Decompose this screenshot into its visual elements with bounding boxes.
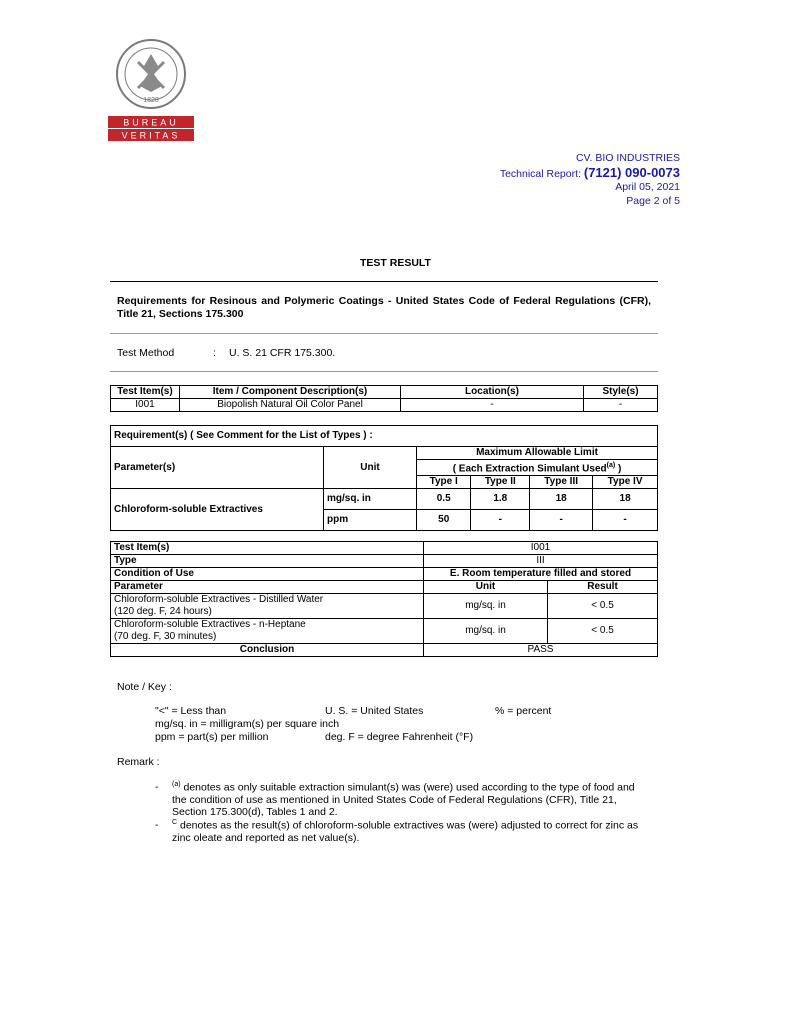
remark-item bbox=[172, 817, 652, 844]
report-date: April 05, 2021 bbox=[615, 181, 680, 193]
result-table bbox=[110, 541, 658, 657]
parameter-name bbox=[111, 619, 424, 644]
col-header: Style(s) bbox=[584, 386, 658, 399]
bureau-veritas-logo bbox=[108, 36, 194, 142]
parameter-label: Parameter bbox=[111, 581, 424, 594]
note-key: "<" = Less than bbox=[155, 705, 227, 717]
company-name: CV. BIO INDUSTRIES bbox=[575, 152, 680, 164]
divider bbox=[110, 371, 658, 372]
item-label: Test Item(s) bbox=[111, 542, 424, 555]
table-cell: Biopolish Natural Oil Color Panel bbox=[180, 399, 401, 412]
note-key: ppm = part(s) per million bbox=[155, 731, 269, 743]
limit-value: 1.8 bbox=[471, 489, 530, 510]
unit-cell: mg/sq. in bbox=[424, 594, 548, 619]
remark-bullet: - bbox=[155, 819, 159, 831]
limit-value: - bbox=[593, 510, 658, 531]
table-row bbox=[111, 619, 658, 644]
remark-item bbox=[172, 779, 652, 818]
type-header: Type III bbox=[530, 476, 593, 489]
table-cell: - bbox=[401, 399, 584, 412]
test-method-sep: : bbox=[213, 347, 216, 359]
note-key: U. S. = United States bbox=[325, 705, 424, 717]
report-number: (7121) 090-0073 bbox=[583, 164, 680, 180]
limit-header-2 bbox=[417, 460, 658, 476]
limit-header-line1: Maximum Allowable Limit bbox=[476, 447, 598, 458]
remark-sup: (a) bbox=[172, 781, 181, 788]
logo-seal-icon bbox=[108, 36, 194, 142]
requirement-title: Requirements for Resinous and Polymeric Coatings - United States Code of Federal Regulations (CFR), Title 21, Sections 175.300 bbox=[117, 295, 651, 320]
limit-header-text: ( Each Extraction Simulant Used bbox=[452, 463, 607, 475]
unit-header: Unit bbox=[324, 447, 417, 489]
test-method-value: U. S. 21 CFR 175.300. bbox=[229, 347, 336, 359]
parameter-name bbox=[111, 594, 424, 619]
remark-sup: C bbox=[172, 819, 178, 826]
page-number: Page 2 of 5 bbox=[626, 194, 680, 207]
type-value: III bbox=[424, 555, 658, 568]
type-header: Type IV bbox=[593, 476, 658, 489]
table-cell: I001 bbox=[111, 399, 180, 412]
limit-value: 18 bbox=[593, 489, 658, 510]
remark-text: denotes as the result(s) of chloroform-soluble extractives was (were) adjusted to correct for zinc as zinc oleate and reported as net value(s). bbox=[172, 819, 639, 844]
parameter-line2: (70 deg. F, 30 minutes) bbox=[114, 631, 217, 642]
col-header: Test Item(s) bbox=[111, 386, 180, 399]
requirement-caption: Requirement(s) ( See Comment for the List of Types ) : bbox=[111, 426, 658, 447]
param-header: Parameter(s) bbox=[111, 447, 324, 489]
limit-value: 0.5 bbox=[417, 489, 471, 510]
divider bbox=[110, 333, 658, 334]
conclusion-value: PASS bbox=[424, 644, 658, 657]
type-label: Type bbox=[111, 555, 424, 568]
logo-line1: BUREAU bbox=[123, 117, 179, 128]
condition-label: Condition of Use bbox=[111, 568, 424, 581]
requirement-table bbox=[110, 425, 658, 531]
parameter-line2: (120 deg. F, 24 hours) bbox=[114, 606, 212, 617]
parameter-line1: Chloroform-soluble Extractives - Distilled Water bbox=[114, 594, 324, 605]
unit-cell: mg/sq. in bbox=[324, 489, 417, 510]
limit-value: - bbox=[530, 510, 593, 531]
report-label: Technical Report: bbox=[499, 167, 581, 180]
result-cell: < 0.5 bbox=[548, 594, 658, 619]
table-row bbox=[111, 399, 658, 412]
divider bbox=[110, 281, 658, 282]
remark-heading: Remark : bbox=[117, 756, 160, 768]
footnote-a: (a) bbox=[606, 462, 616, 469]
note-key: deg. F = degree Fahrenheit (°F) bbox=[325, 731, 474, 743]
test-items-table bbox=[110, 385, 658, 412]
limit-value: 18 bbox=[530, 489, 593, 510]
limit-header-close: ) bbox=[615, 463, 622, 475]
result-cell: < 0.5 bbox=[548, 619, 658, 644]
conclusion-label: Conclusion bbox=[111, 644, 424, 657]
logo-line2: VERITAS bbox=[121, 130, 181, 141]
report-number-line bbox=[500, 166, 680, 182]
col-header: Item / Component Description(s) bbox=[180, 386, 401, 399]
table-cell: - bbox=[584, 399, 658, 412]
note-key: % = percent bbox=[495, 705, 552, 717]
unit-cell: ppm bbox=[324, 510, 417, 531]
table-row bbox=[111, 594, 658, 619]
remark-bullet: - bbox=[155, 781, 159, 793]
page-title: TEST RESULT bbox=[360, 257, 431, 269]
item-value: I001 bbox=[424, 542, 658, 555]
type-header: Type I bbox=[417, 476, 471, 489]
parameter-line1: Chloroform-soluble Extractives - n-Heptane bbox=[114, 619, 306, 630]
unit-label: Unit bbox=[424, 581, 548, 594]
logo-year: 1828 bbox=[143, 97, 159, 104]
note-heading: Note / Key : bbox=[117, 681, 172, 693]
remark-text: denotes as only suitable extraction simulant(s) was (were) used according to the type of food and the condition of use as mentioned in United States Code of Federal Regulations (CFR), Title 21, Section 175.300(d), Tables 1 and 2. bbox=[172, 781, 635, 818]
unit-cell: mg/sq. in bbox=[424, 619, 548, 644]
test-method-label: Test Method bbox=[117, 347, 175, 359]
report-header bbox=[500, 152, 680, 208]
note-key: mg/sq. in = milligram(s) per square inch bbox=[155, 718, 340, 730]
limit-value: - bbox=[471, 510, 530, 531]
type-header: Type II bbox=[471, 476, 530, 489]
result-label: Result bbox=[548, 581, 658, 594]
col-header: Location(s) bbox=[401, 386, 584, 399]
param-name: Chloroform-soluble Extractives bbox=[111, 489, 324, 531]
limit-value: 50 bbox=[417, 510, 471, 531]
condition-value: E. Room temperature filled and stored bbox=[424, 568, 658, 581]
limit-header bbox=[417, 447, 658, 460]
